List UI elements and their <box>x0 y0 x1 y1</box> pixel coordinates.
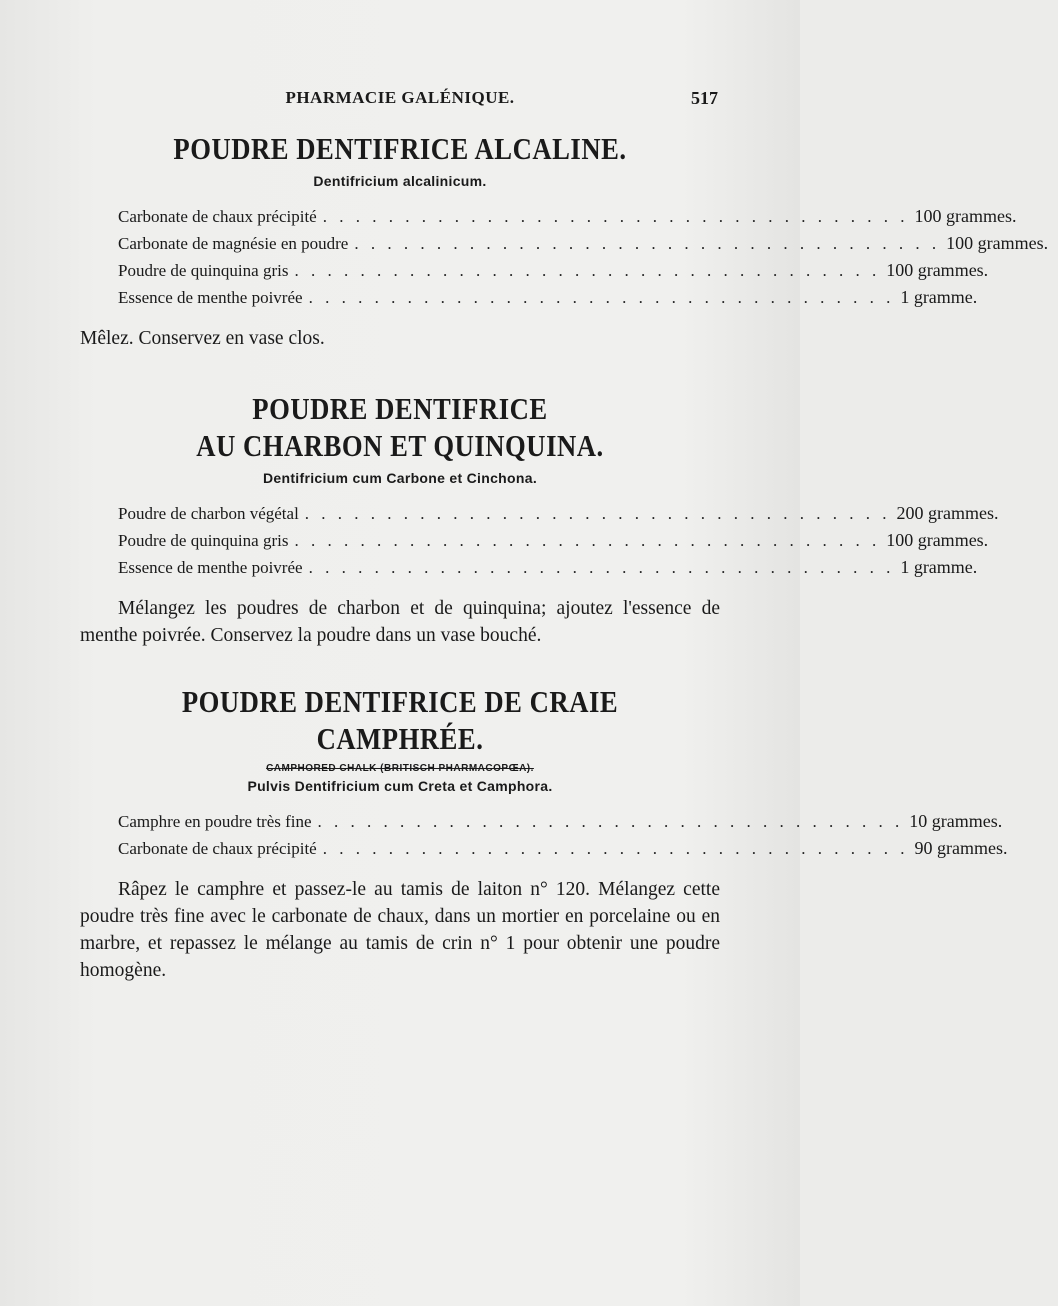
running-head <box>80 88 720 114</box>
recipe-title-line: POUDRE DENTIFRICE ALCALINE. <box>173 131 627 166</box>
latin-name: Dentifricium alcalinicum. <box>313 173 487 189</box>
ingredient-quantity: 200 grammes. <box>896 503 999 523</box>
dot-leader: . . . . . . . . . . . . . . . . . . . . . . . . . . . . . . . . . . . . <box>322 839 909 858</box>
latin-name: Pulvis Dentifricium cum Creta et Camphora. <box>247 778 553 794</box>
dot-leader: . . . . . . . . . . . . . . . . . . . . . . . . . . . . . . . . . . . . <box>322 207 909 226</box>
section-gap <box>80 352 720 390</box>
recipe-alcaline <box>80 130 1049 352</box>
ingredient-name: Poudre de quinquina gris <box>118 531 289 550</box>
ingredient-name: Poudre de quinquina gris <box>118 261 289 280</box>
ingredient-quantity: 100 grammes. <box>886 260 989 280</box>
ingredient-list <box>118 808 1008 862</box>
ingredient-name: Camphre en poudre très fine <box>118 812 312 831</box>
section-gap <box>80 649 720 683</box>
ingredient-list <box>118 500 999 581</box>
ingredient-name: Poudre de charbon végétal <box>118 504 299 523</box>
ingredient-quantity: 100 grammes. <box>946 233 1049 253</box>
ingredient-quantity: 1 gramme. <box>900 287 978 307</box>
ingredient-name: Essence de menthe poivrée <box>118 288 303 307</box>
ingredient-name: Carbonate de magnésie en poudre <box>118 234 349 253</box>
recipe-instructions: Râpez le camphre et passez-le au tamis de laiton n° 120. Mélangez cette poudre très fine avec le carbonate de chaux, dans un mortier en porcelaine ou en marbre, et repassez le mélange au tamis de crin n° 1 pour obtenir une poudre homogène. <box>80 879 720 981</box>
recipe-title <box>125 390 675 464</box>
ingredient-row <box>118 554 978 581</box>
ingredient-quantity: 100 grammes. <box>914 206 1017 226</box>
recipe-title-line: POUDRE DENTIFRICE DE CRAIE CAMPHRÉE. <box>181 684 619 756</box>
dot-leader: . . . . . . . . . . . . . . . . . . . . . . . . . . . . . . . . . . . . <box>308 558 895 577</box>
ingredient-row <box>118 230 1049 257</box>
ingredient-quantity: 10 grammes. <box>909 811 1003 831</box>
ingredient-row <box>118 257 989 284</box>
dot-leader: . . . . . . . . . . . . . . . . . . . . . . . . . . . . . . . . . . . . <box>294 261 881 280</box>
ingredient-row <box>118 527 989 554</box>
recipe-craie-camphree <box>80 683 1008 984</box>
english-name: CAMPHORED CHALK (BRITISCH PHARMACOPŒA). <box>266 763 534 774</box>
dot-leader: . . . . . . . . . . . . . . . . . . . . . . . . . . . . . . . . . . . . <box>317 812 904 831</box>
dot-leader: . . . . . . . . . . . . . . . . . . . . . . . . . . . . . . . . . . . . <box>354 234 941 253</box>
ingredient-row <box>118 284 978 311</box>
page-content <box>80 130 1049 984</box>
recipe-instructions: Mêlez. Conservez en vase clos. <box>80 328 325 349</box>
dot-leader: . . . . . . . . . . . . . . . . . . . . . . . . . . . . . . . . . . . . <box>308 288 895 307</box>
running-title: PHARMACIE GALÉNIQUE. <box>285 88 515 107</box>
ingredient-list <box>118 203 1049 311</box>
page-number: 517 <box>691 88 718 108</box>
recipe-instructions: Mélangez les poudres de charbon et de quinquina; ajoutez l'essence de menthe poivrée. Conservez la poudre dans un vase bouché. <box>80 598 720 646</box>
ingredient-quantity: 1 gramme. <box>900 557 978 577</box>
ingredient-row <box>118 500 999 527</box>
ingredient-name: Carbonate de chaux précipité <box>118 839 317 858</box>
recipe-title <box>125 130 675 167</box>
recipe-title <box>125 683 675 757</box>
ingredient-row <box>118 203 1017 230</box>
ingredient-quantity: 100 grammes. <box>886 530 989 550</box>
ingredient-row <box>118 808 1003 835</box>
dot-leader: . . . . . . . . . . . . . . . . . . . . . . . . . . . . . . . . . . . . <box>294 531 881 550</box>
recipe-title-line: POUDRE DENTIFRICE <box>252 391 548 426</box>
ingredient-name: Carbonate de chaux précipité <box>118 207 317 226</box>
ingredient-row <box>118 835 1008 862</box>
ingredient-name: Essence de menthe poivrée <box>118 558 303 577</box>
latin-name: Dentifricium cum Carbone et Cinchona. <box>262 470 538 486</box>
ingredient-quantity: 90 grammes. <box>914 838 1008 858</box>
recipe-charbon-quinquina <box>80 390 999 649</box>
recipe-title-line: AU CHARBON ET QUINQUINA. <box>196 428 604 463</box>
dot-leader: . . . . . . . . . . . . . . . . . . . . . . . . . . . . . . . . . . . . <box>304 504 891 523</box>
